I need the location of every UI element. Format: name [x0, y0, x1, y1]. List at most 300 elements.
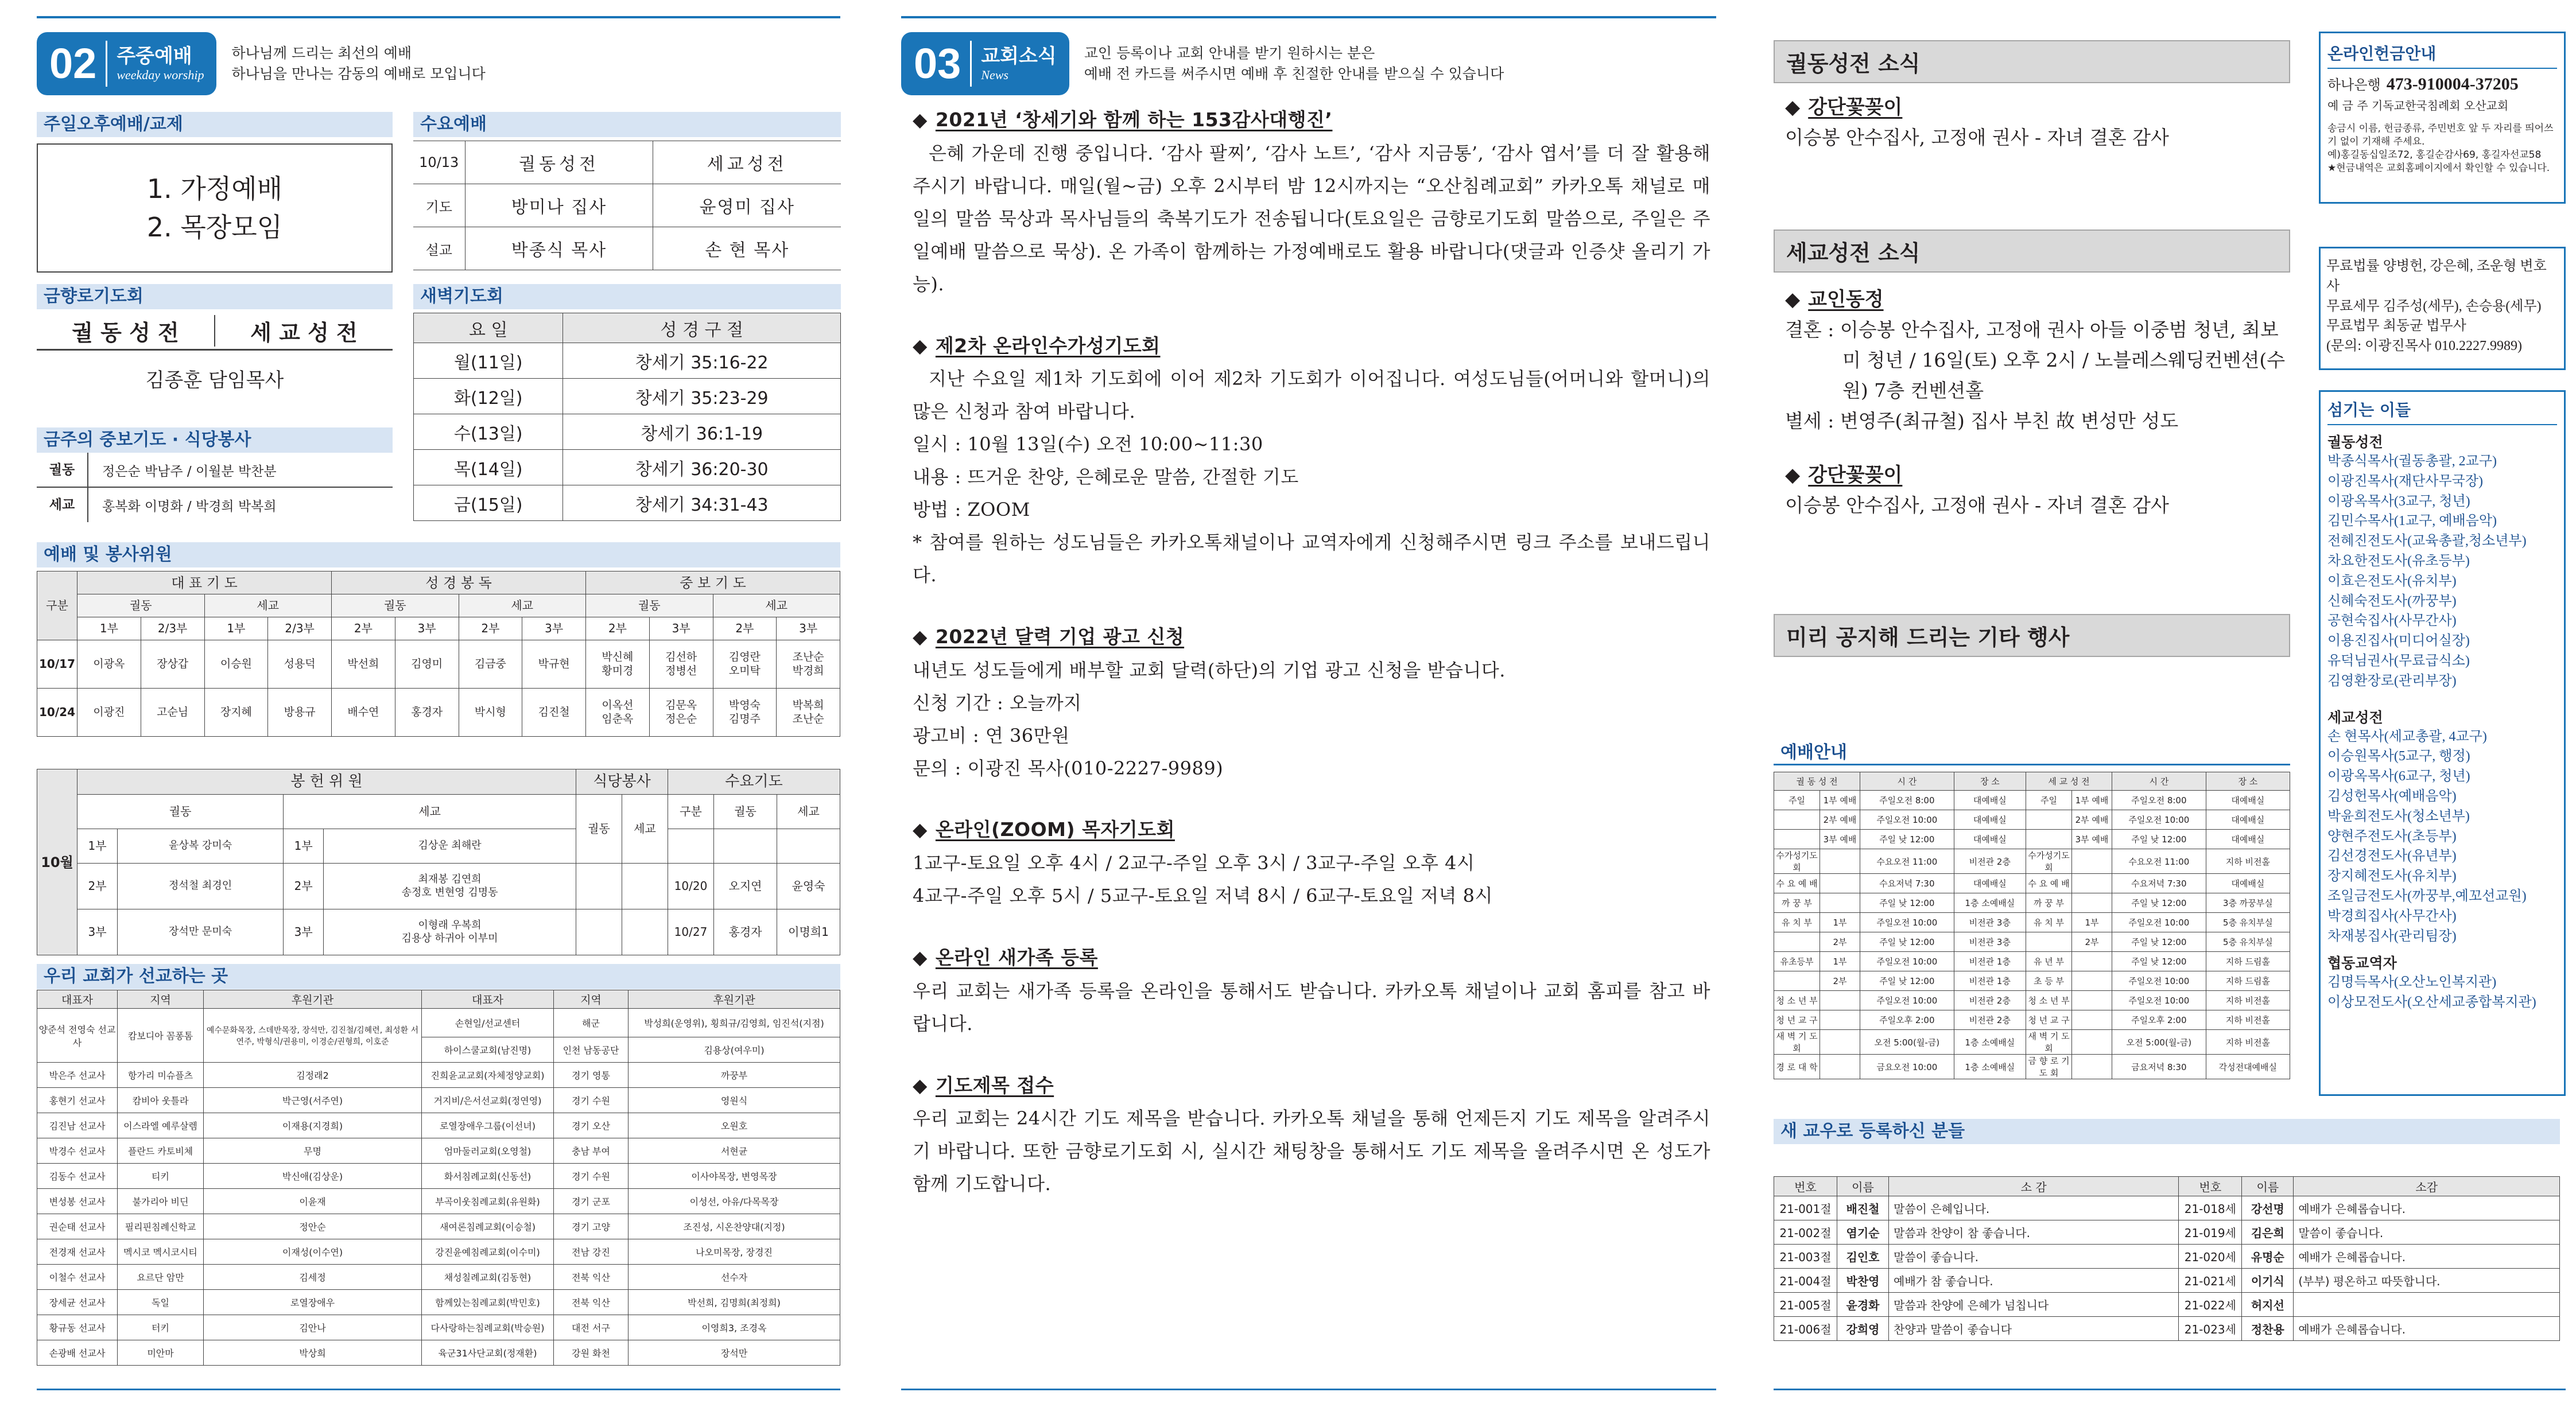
- table-cell: 번호: [2179, 1177, 2242, 1196]
- table-cell: 창세기 35:23-29: [563, 379, 841, 414]
- table-cell: [1774, 810, 1820, 830]
- dawn-table: 요 일 성 경 구 절 월(11일) 창세기 35:16-22 화(12일) 창세기 35:23-29 수(13일) 창세기 36:1-19 목(14일) 창세기 36:20-30 금(15일) 창세기 34:31-43: [413, 313, 841, 521]
- table-cell: 1부: [284, 829, 324, 864]
- table-row: [1774, 952, 2290, 971]
- table-cell: 21-022세: [2179, 1293, 2242, 1317]
- staff-list: [2327, 973, 2557, 1013]
- table-row: [37, 1214, 840, 1239]
- staff-member: 이광옥목사(3교구, 청년): [2327, 493, 2470, 509]
- table-cell: 주일 낮 12:00: [2112, 893, 2206, 913]
- table-cell: 거지비/은서선교회(정연영): [422, 1088, 554, 1113]
- page-03-header: [901, 32, 1504, 95]
- table-cell: [2072, 952, 2112, 971]
- table-row: [1774, 1010, 2290, 1030]
- table-cell: 유 치 부: [2026, 913, 2072, 932]
- table-cell: [1820, 849, 1860, 874]
- table-cell: 10/24: [37, 689, 77, 737]
- friday-box: [37, 313, 393, 413]
- table-cell: 세교: [622, 795, 668, 864]
- table-cell: 월(11일): [414, 343, 563, 379]
- header-subtitle: 하나님을 만나는 감동의 예배로 모입니다: [231, 65, 486, 82]
- table-cell: 다사랑하는침례교회(박승원): [422, 1315, 554, 1340]
- table-cell: 찬양과 말씀이 좋습니다: [1889, 1317, 2179, 1341]
- table-row: [1774, 1220, 2560, 1245]
- table-cell: [2072, 991, 2112, 1010]
- table-cell: 김은희: [2242, 1220, 2294, 1245]
- news-line: * 참여를 원하는 성도님들은 카카오톡채널이나 교역자에게 신청해주시면 링크 주소를 보내드립니다.: [913, 531, 1710, 586]
- online-offering-box: [2319, 32, 2566, 204]
- table-cell: 터키: [118, 1315, 204, 1340]
- table-cell: 김세정: [204, 1265, 422, 1290]
- staff-member: 김명득목사(오산노인복지관): [2327, 975, 2497, 990]
- bank-name: 하나은행: [2327, 77, 2381, 93]
- staff-heading: 섬기는 이들: [2327, 398, 2557, 425]
- staff-member: 조일금전도사(까꿍부,예꼬선교원): [2327, 888, 2527, 904]
- table-cell: [2294, 1293, 2560, 1317]
- staff-list: [2327, 727, 2557, 947]
- table-cell: 장 소: [1954, 772, 2026, 791]
- table-cell: 수요오전 11:00: [2112, 849, 2206, 874]
- table-cell: 3부 예배: [1820, 830, 1860, 849]
- table-cell: 21-023세: [2179, 1317, 2242, 1341]
- table-cell: 배수연: [332, 689, 395, 737]
- table-cell: 대전 서구: [554, 1315, 629, 1340]
- table-row: [1774, 1293, 2560, 1317]
- staff-member: 유덕님권사(무료급식소): [2327, 653, 2470, 668]
- table-row: [1774, 849, 2290, 874]
- table-cell: 21-018세: [2179, 1196, 2242, 1220]
- table-cell: 이기식: [2242, 1269, 2294, 1293]
- table-cell: 지하 비전홀: [2206, 849, 2290, 874]
- table-cell: 박근영(서주연): [204, 1088, 422, 1113]
- table-cell: 김정래2: [204, 1063, 422, 1088]
- table-cell: 장석만: [629, 1340, 840, 1366]
- table-row: [414, 379, 841, 414]
- table-cell: 주일 낮 12:00: [2112, 932, 2206, 952]
- table-cell: 조난순 박경희: [777, 640, 840, 689]
- missions-table: [37, 990, 840, 1366]
- table-cell: 이재성(이수연): [204, 1239, 422, 1265]
- online-note: 송금시 이름, 헌금종류, 주민번호 앞 두 자리를 띄어쓰기 없이 기재해 주세요.: [2327, 123, 2554, 147]
- page-03: [901, 0, 1728, 1423]
- table-cell: 이름: [2242, 1177, 2294, 1196]
- table-cell: 대예배실: [2206, 810, 2290, 830]
- table-cell: 김진남 선교사: [37, 1113, 118, 1138]
- table-cell: 1부: [1820, 952, 1860, 971]
- table-cell: 주일오전 10:00: [1860, 810, 1954, 830]
- table-cell: 홍경자: [395, 689, 459, 737]
- table-cell: 3부: [522, 617, 586, 640]
- table-cell: 경기 수원: [554, 1088, 629, 1113]
- table-cell: 소 감: [1889, 1177, 2179, 1196]
- news-column: [913, 103, 1710, 1200]
- table-cell: 2부: [586, 617, 650, 640]
- table-cell: [2072, 1010, 2112, 1030]
- table-cell: 주일오전 10:00: [2112, 991, 2206, 1010]
- table-cell: 이재용(지경희): [204, 1113, 422, 1138]
- table-row: [1774, 1177, 2560, 1196]
- table-cell: 정찬용: [2242, 1317, 2294, 1341]
- table-cell: 대예배실: [2206, 874, 2290, 893]
- table-cell: 2부: [2072, 932, 2112, 952]
- news-line: 이승봉 안수집사, 고정애 권사 - 자녀 결혼 감사: [1785, 126, 2169, 149]
- table-cell: 까 꿍 부: [1774, 893, 1820, 913]
- table-cell: 박상희: [204, 1340, 422, 1366]
- table-cell: 장지혜: [204, 689, 268, 737]
- table-row: [1774, 1030, 2290, 1055]
- header-subtitle: 하나님께 드리는 최선의 예배: [231, 44, 412, 61]
- table-cell: 영원식: [629, 1088, 840, 1113]
- section-title-en: weekday worship: [117, 67, 204, 82]
- gwoldong-news: ◆ 강단꽃꽂이 이승봉 안수집사, 고정애 권사 - 자녀 결혼 감사: [1785, 92, 2290, 153]
- section-heading: 우리 교회가 선교하는 곳: [37, 964, 840, 989]
- table-cell: 3부: [284, 909, 324, 955]
- table-cell: [2072, 874, 2112, 893]
- table-row: [37, 1340, 840, 1366]
- table-cell: 멕시코 멕시코시티: [118, 1239, 204, 1265]
- news-heading: 강단꽃꽂이: [1808, 463, 1903, 487]
- table-cell: 윤상복 강미숙: [118, 829, 284, 864]
- table-cell: 금 향 로 기 도 회: [2026, 1055, 2072, 1079]
- news-body: 우리 교회는 24시간 기도 제목을 받습니다. 카카오톡 채널을 통해 언제든지 기도 제목을 알려주시기 바랍니다. 또한 금향로기도회 시, 실시간 채팅창을 통해서도 기도 제목을 올려주시면 온 성도가 함께 기도합니다.: [913, 1107, 1710, 1195]
- table-cell: 예배가 은혜롭습니다.: [2294, 1317, 2560, 1341]
- table-cell: 박찬영: [1837, 1269, 1889, 1293]
- table-cell: 주일오후 2:00: [1860, 1010, 1954, 1030]
- section-heading: 세교성전 소식: [1774, 230, 2290, 273]
- table-cell: 1부 예배: [2072, 791, 2112, 810]
- table-cell: [1820, 874, 1860, 893]
- table-cell: 경기 군포: [554, 1189, 629, 1214]
- news-heading: ◆ 제2차 온라인수가성기도회: [913, 334, 1161, 357]
- free-service-line: 무료세무 김주성(세무), 손승용(세무): [2326, 298, 2542, 314]
- news-line: 이승봉 안수집사, 고정애 권사 - 자녀 결혼 감사: [1785, 493, 2169, 516]
- table-cell: 대표자: [37, 990, 118, 1009]
- table-cell: 화(12일): [414, 379, 563, 414]
- table-row: [1774, 830, 2290, 849]
- table-cell: 경기 영통: [554, 1063, 629, 1088]
- table-cell: 이승원: [204, 640, 268, 689]
- staff-member: 김성헌목사(예배음악): [2327, 788, 2457, 804]
- table-cell: 이사야목장, 변영목장: [629, 1164, 840, 1189]
- table-cell: 2부: [713, 617, 777, 640]
- table-row: [1774, 1055, 2290, 1079]
- table-cell: 1부 예배: [1820, 791, 1860, 810]
- table-cell: 2부: [77, 864, 118, 909]
- table-cell: 새 벽 기 도 회: [2026, 1030, 2072, 1055]
- table-cell: 장 소: [2206, 772, 2290, 791]
- table-cell: 수요저녁 7:30: [1860, 874, 1954, 893]
- table-cell: 홍현기 선교사: [37, 1088, 118, 1113]
- table-row: [1774, 971, 2290, 991]
- table-row: [1774, 893, 2290, 913]
- table-cell: 1부: [2072, 913, 2112, 932]
- table-cell: 손현일/선교센터: [422, 1009, 554, 1037]
- staff-member: 박경희집사(사무간사): [2327, 908, 2457, 924]
- table-cell: [2026, 830, 2072, 849]
- news-heading: ◆ 온라인 새가족 등록: [913, 946, 1098, 969]
- table-row: [1774, 1269, 2560, 1293]
- table-cell: 5층 유치부실: [2206, 913, 2290, 932]
- intercession-names: 정은순 박남주 / 이월분 박찬분: [102, 464, 277, 479]
- table-cell: 비전관 1층: [1954, 971, 2026, 991]
- table-row: [1774, 1317, 2560, 1341]
- staff-group-heading: 궐동성전: [2327, 434, 2383, 450]
- table-cell: 1부: [77, 617, 141, 640]
- table-cell: 박시형: [459, 689, 522, 737]
- table-cell: 성용덕: [268, 640, 332, 689]
- table-cell: 수요저녁 7:30: [2112, 874, 2206, 893]
- table-cell: 궐동: [77, 795, 284, 829]
- table-cell: 변성봉 선교사: [37, 1189, 118, 1214]
- table-cell: 권순태 선교사: [37, 1214, 118, 1239]
- table-cell: 주일 낮 12:00: [2112, 952, 2206, 971]
- table-cell: 목(14일): [414, 450, 563, 485]
- table-cell: 금요저녁 8:30: [2112, 1055, 2206, 1079]
- table-cell: 오전 5:00(월-금): [1860, 1030, 1954, 1055]
- table-cell: 손광배 선교사: [37, 1340, 118, 1366]
- table-cell: 하이스쿨교회(남진명): [422, 1037, 554, 1063]
- table-cell: 새여론침례교회(이승철): [422, 1214, 554, 1239]
- table-cell: 후원기관: [629, 990, 840, 1009]
- table-cell: 대 표 기 도: [77, 571, 332, 594]
- table-cell: 정안순: [204, 1214, 422, 1239]
- table-cell: 수 요 예 배: [2026, 874, 2072, 893]
- table-cell: 봉 헌 위 원: [77, 769, 576, 795]
- section-heading: 금주의 중보기도 · 식당봉사: [37, 427, 393, 453]
- table-cell: 채성칠례교회(김동현): [422, 1265, 554, 1290]
- table-cell: 청 소 년 부: [2026, 991, 2072, 1010]
- table-cell: 유명순: [2242, 1245, 2294, 1269]
- section-title-en: News: [981, 67, 1008, 82]
- table-cell: 구분: [37, 571, 77, 640]
- table-cell: 최재봉 김연희 송정호 변현영 김명동: [324, 864, 576, 909]
- wednesday-table: [413, 141, 841, 270]
- table-row: [37, 990, 840, 1009]
- account-holder: 예 금 주 기독교한국침례회 오산교회: [2327, 99, 2509, 112]
- staff-member: 박종식목사(궐동총괄, 2교구): [2327, 454, 2497, 469]
- table-cell: 2/3부: [268, 617, 332, 640]
- table-cell: 10/20: [668, 864, 714, 909]
- table-cell: 항가리 미슈플츠: [118, 1063, 204, 1088]
- section-heading: 예배 및 봉사위원: [37, 542, 840, 567]
- table-cell: 세교: [713, 594, 840, 617]
- table-cell: 비전관 2층: [1954, 1010, 2026, 1030]
- table-cell: [1820, 1030, 1860, 1055]
- table-cell: 미안마: [118, 1340, 204, 1366]
- table-cell: 방용규: [268, 689, 332, 737]
- table-cell: 충남 부여: [554, 1138, 629, 1164]
- free-service-line: 무료법무 최동균 법무사: [2326, 318, 2466, 334]
- table-cell: 시 간: [2112, 772, 2206, 791]
- table-row: [37, 769, 840, 795]
- table-cell: [1774, 932, 1820, 952]
- table-cell: 예배가 은혜롭습니다.: [2294, 1196, 2560, 1220]
- table-cell: 1층 소예배실: [1954, 1030, 2026, 1055]
- news-heading: ◆ 2022년 달력 기업 광고 신청: [913, 625, 1185, 648]
- table-cell: 강선명: [2242, 1196, 2294, 1220]
- table-cell: 3부: [777, 617, 840, 640]
- table-cell: 1층 소예배실: [1954, 893, 2026, 913]
- table-cell: 지하 비전홀: [2206, 991, 2290, 1010]
- table-row: [37, 689, 840, 737]
- newcomers-table: [1774, 1176, 2560, 1341]
- table-cell: 필리핀침례신학교: [118, 1214, 204, 1239]
- table-cell: 주일 낮 12:00: [1860, 971, 1954, 991]
- table-cell: [2026, 932, 2072, 952]
- table-row: [37, 1239, 840, 1265]
- table-row: [37, 640, 840, 689]
- table-cell: 주일오후 2:00: [2112, 1010, 2206, 1030]
- table-cell: [2072, 893, 2112, 913]
- table-cell: 2부 예배: [2072, 810, 2112, 830]
- table-cell: 시 간: [1860, 772, 1954, 791]
- table-cell: 부곡이웃침례교회(유원화): [422, 1189, 554, 1214]
- table-cell: 김영란 오미탁: [713, 640, 777, 689]
- table-cell: 엄마둘러교회(오영철): [422, 1138, 554, 1164]
- table-cell: 황규동 선교사: [37, 1315, 118, 1340]
- news-body: 우리 교회는 새가족 등록을 온라인을 통해서도 받습니다. 카카오톡 채널이나 교회 홈피를 참고 바랍니다.: [913, 979, 1710, 1035]
- table-cell: 주일: [1774, 791, 1820, 810]
- staff-member: 이승원목사(5교구, 행정): [2327, 749, 2470, 764]
- news-line: 방법 : ZOOM: [913, 499, 1030, 521]
- section-heading: 금향로기도회: [37, 284, 393, 309]
- table-cell: 세교: [777, 795, 840, 829]
- table-cell: 수가성기도회: [2026, 849, 2072, 874]
- news-line: 별세 : 변영주(최규철) 집사 부친 故 변성만 성도: [1785, 409, 2179, 432]
- table-cell: 오지연: [714, 864, 777, 909]
- table-cell: 김문옥 정은순: [649, 689, 713, 737]
- table-cell: 새 벽 기 도 회: [1774, 1030, 1820, 1055]
- staff-member: 박윤희전도사(청소년부): [2327, 808, 2470, 824]
- table-cell: 초 등 부: [2026, 971, 2072, 991]
- table-cell: 궐동: [714, 795, 777, 829]
- table-cell: 요르단 암만: [118, 1265, 204, 1290]
- table-cell: 창세기 34:31-43: [563, 485, 841, 521]
- table-cell: 이스라엘 예루살렘: [118, 1113, 204, 1138]
- free-service-box: [2319, 247, 2566, 370]
- table-cell: 말씀이 은혜입니다.: [1889, 1196, 2179, 1220]
- table-cell: 지하 드림홀: [2206, 952, 2290, 971]
- table-cell: 주일 낮 12:00: [2112, 830, 2206, 849]
- table-cell: 인천 남동공단: [554, 1037, 629, 1063]
- table-cell: 장상갑: [141, 640, 204, 689]
- table-cell: 1층 소예배실: [1954, 1055, 2026, 1079]
- table-cell: 구분: [668, 795, 714, 829]
- table-cell: 예배가 은혜롭습니다.: [2294, 1245, 2560, 1269]
- table-cell: 비전관 3층: [1954, 913, 2026, 932]
- table-row: [37, 1113, 840, 1138]
- table-cell: 박복희 조난순: [777, 689, 840, 737]
- table-cell: 궐동성전: [465, 141, 653, 184]
- table-cell: 수 요 예 배: [1774, 874, 1820, 893]
- table-cell: 오전 5:00(월-금): [2112, 1030, 2206, 1055]
- table-cell: 박신혜 황미경: [586, 640, 650, 689]
- table-cell: 김인호: [1837, 1245, 1889, 1269]
- table-cell: 비전관 3층: [1954, 932, 2026, 952]
- staff-member: 김민수목사(1교구, 예배음악): [2327, 514, 2497, 529]
- table-cell: 주일오전 10:00: [2112, 810, 2206, 830]
- table-cell: 말씀과 찬양에 은혜가 넘칩니다: [1889, 1293, 2179, 1317]
- table-cell: 세교: [459, 594, 586, 617]
- table-cell: 홍경자: [714, 909, 777, 955]
- table-cell: 육군31사단교회(정재환): [422, 1340, 554, 1366]
- table-cell: 이명희1: [777, 909, 840, 955]
- table-cell: 김금중: [459, 640, 522, 689]
- intercession-names: 홍복화 이명화 / 박경희 박복희: [102, 499, 277, 514]
- table-cell: 수요기도: [668, 769, 840, 795]
- section-badge: [37, 32, 216, 95]
- staff-member: 이광진목사(재단사무국장): [2327, 473, 2484, 489]
- table-cell: [1774, 830, 1820, 849]
- table-cell: 1부: [1820, 913, 1860, 932]
- staff-member: 신혜숙전도사(까꿍부): [2327, 593, 2457, 609]
- table-cell: 세교: [204, 594, 332, 617]
- table-cell: 이광옥: [77, 640, 141, 689]
- table-cell: 이영희3, 조경옥: [629, 1315, 840, 1340]
- table-cell: 주일오전 8:00: [2112, 791, 2206, 810]
- table-cell: 이윤재: [204, 1189, 422, 1214]
- table-cell: 전북 익산: [554, 1290, 629, 1315]
- table-cell: 21-019세: [2179, 1220, 2242, 1245]
- table-cell: 세교: [284, 795, 576, 829]
- news-line: 문의 : 이광진 목사(010-2227-9989): [913, 757, 1224, 779]
- table-cell: 지하 비전홀: [2206, 1010, 2290, 1030]
- section-title: 주중예배: [117, 44, 192, 68]
- table-cell: 장석만 문미숙: [118, 909, 284, 955]
- staff-member: 차요한전도사(유초등부): [2327, 553, 2470, 569]
- news-body: 은혜 가운데 진행 중입니다. ‘감사 팔찌’, ‘감사 노트’, ‘감사 지금통’, ‘감사 엽서’를 더 잘 활용해 주시기 바랍니다. 매일(월~금) 오후 2시부터 밤 12시까지는 “오산침례교회” 카카오톡 채널로 매일의 말씀 묵상과 목사님들의 축복기도가 전송됩니다(토요일은 금향로기도회 말씀으로, 주일은 주일예배 말씀으로 묵상). 온 가족이 함께하는 가정예배로도 활용 바랍니다(댓글과 인증샷 올리기 가능).: [913, 142, 1710, 295]
- table-cell: 21-004절: [1774, 1269, 1837, 1293]
- staff-member: 전혜진전도사(교육총괄,청소년부): [2327, 534, 2527, 549]
- table-cell: 말씀이 좋습니다.: [2294, 1220, 2560, 1245]
- table-cell: [1820, 1055, 1860, 1079]
- staff-member: 차재봉집사(관리팀장): [2327, 928, 2457, 944]
- table-cell: 손 현 목사: [653, 227, 841, 270]
- table-cell: 금(15일): [414, 485, 563, 521]
- news-line: 신청 기간 : 오늘까지: [913, 691, 1082, 714]
- news-line: 일시 : 10월 13일(수) 오전 10:00~11:30: [913, 433, 1263, 456]
- table-cell: 10월: [37, 769, 77, 955]
- table-cell: 박성희(운영위), 횡희규/김영희, 임진석(지점): [629, 1009, 840, 1037]
- table-cell: 식당봉사: [576, 769, 668, 795]
- table-cell: 주일 낮 12:00: [1860, 830, 1954, 849]
- table-cell: 경기 고양: [554, 1214, 629, 1239]
- table-cell: 독일: [118, 1290, 204, 1315]
- table-cell: 강희영: [1837, 1317, 1889, 1341]
- table-row: [1774, 791, 2290, 810]
- offering-table: [37, 769, 840, 955]
- table-cell: 박규현: [522, 640, 586, 689]
- table-row: [37, 617, 840, 640]
- table-cell: 양준석 전영숙 선교사: [37, 1009, 118, 1063]
- table-cell: 전경재 선교사: [37, 1239, 118, 1265]
- table-cell: 윤영숙: [777, 864, 840, 909]
- table-cell: 조진성, 시온찬양대(지정): [629, 1214, 840, 1239]
- table-cell: 경기 수원: [554, 1164, 629, 1189]
- online-note: 예)홍길동십일조72, 홍길순감사69, 홍길자선교58: [2327, 149, 2542, 161]
- table-row: [1774, 1245, 2560, 1269]
- staff-member: 이광옥목사(6교구, 청년): [2327, 769, 2470, 784]
- section-number: 02: [49, 40, 97, 87]
- table-cell: 함께있는침례교회(박민호): [422, 1290, 554, 1315]
- table-cell: 오원호: [629, 1113, 840, 1138]
- table-cell: 후원기관: [204, 990, 422, 1009]
- table-cell: 경 로 대 학: [1774, 1055, 1820, 1079]
- table-cell: 지하 드림홀: [2206, 971, 2290, 991]
- table-cell: 이형래 우복희 김용상 하귀아 이부미: [324, 909, 576, 955]
- table-cell: 배진철: [1837, 1196, 1889, 1220]
- table-row: [37, 1063, 840, 1088]
